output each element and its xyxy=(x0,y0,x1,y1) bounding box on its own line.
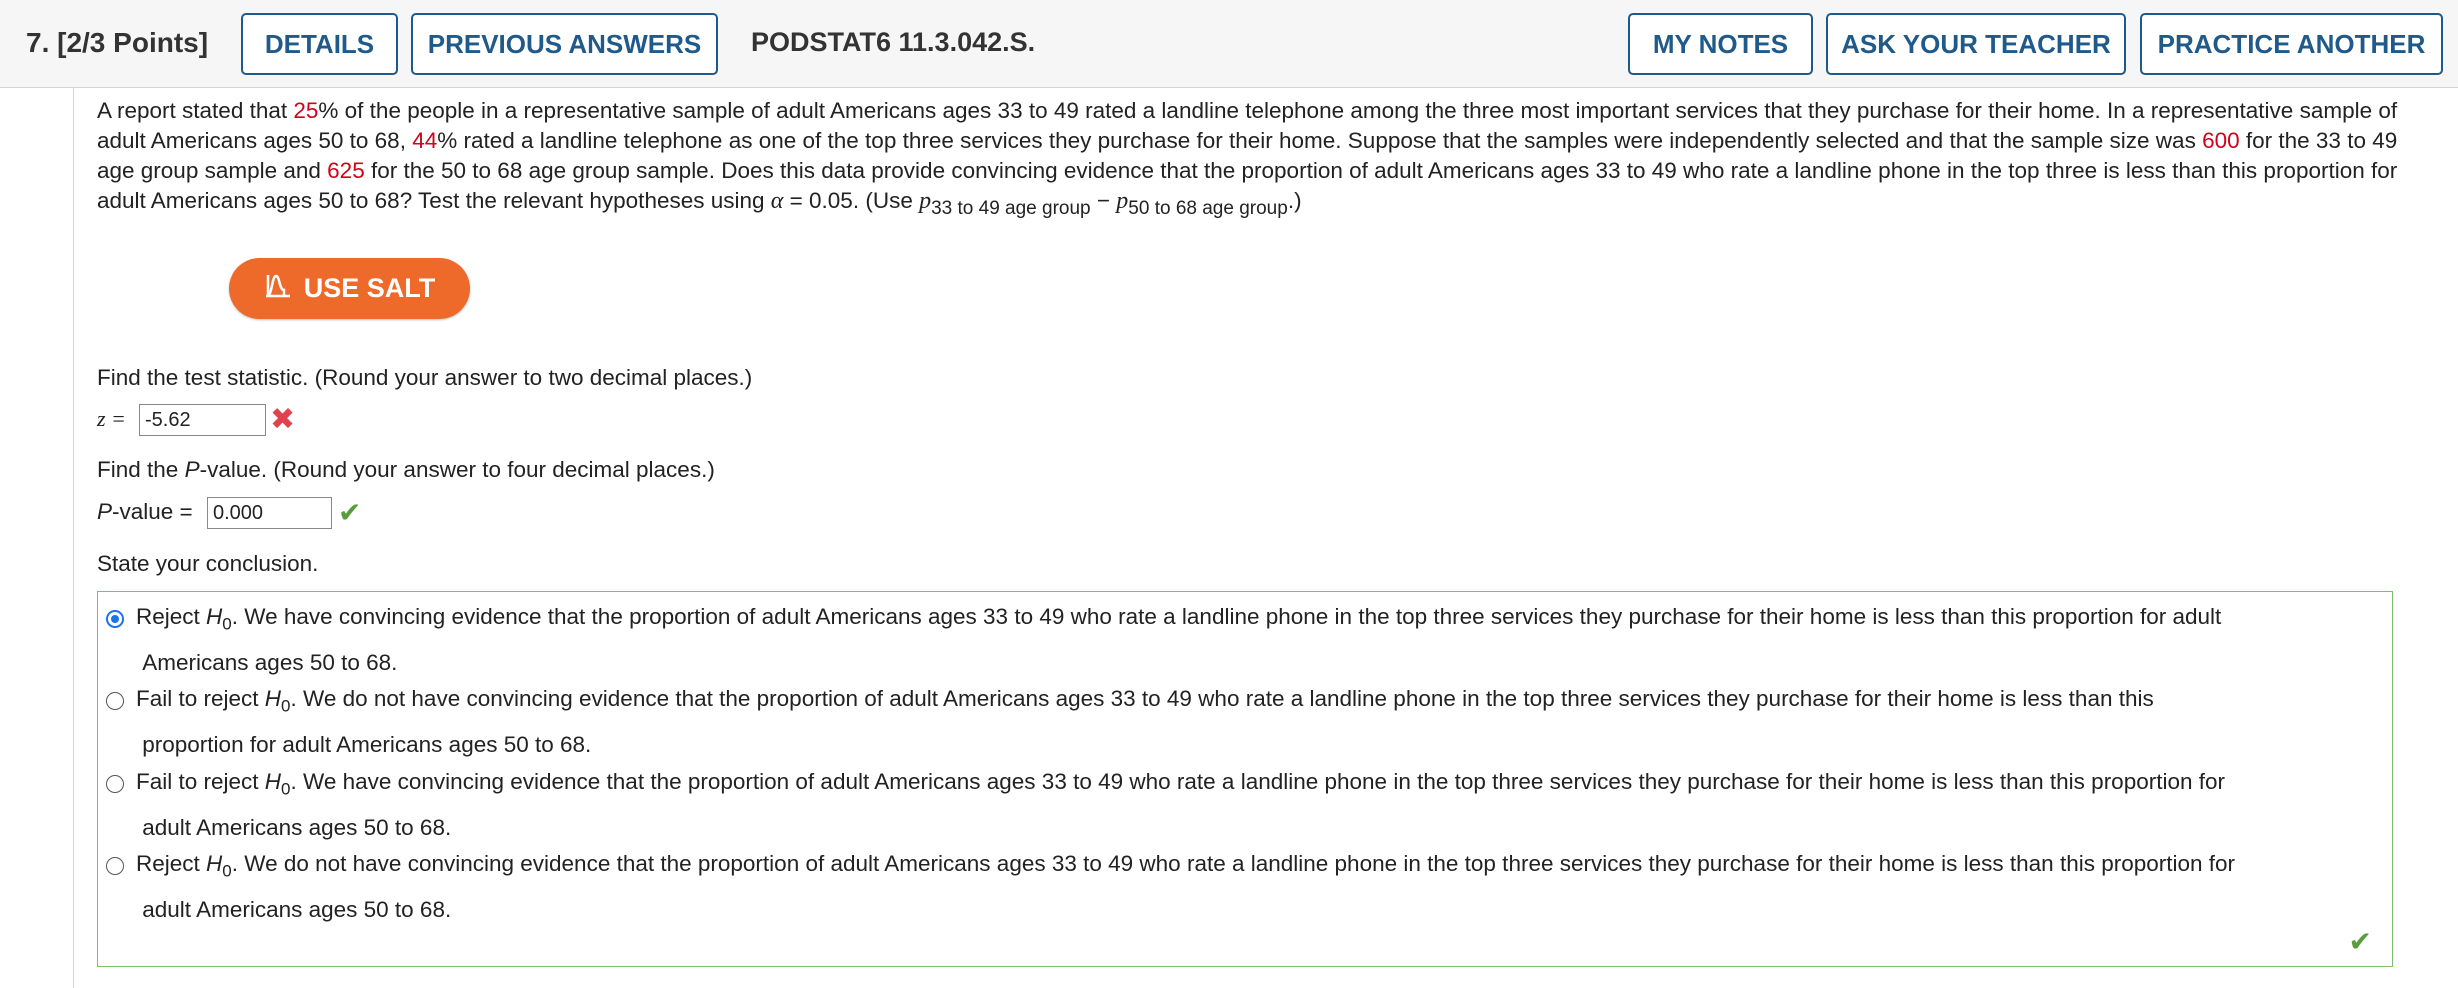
choice-line1: . We have convincing evidence that the proportion of adult Americans ages 33 to 49 who rate a landline phone in the top three services they purchase for their home is less than this proportion for xyxy=(290,769,2225,794)
alpha-symbol: α xyxy=(770,188,784,214)
h-letter: H xyxy=(206,851,223,876)
problem-text-part: = 0.05. (Use xyxy=(783,188,920,213)
radio-button-selected[interactable] xyxy=(106,610,124,628)
p-subscript-33-49: 33 to 49 age group xyxy=(931,198,1091,219)
choice-line1: . We have convincing evidence that the proportion of adult Americans ages 33 to 49 who rate a landline phone in the top three services they purchase for their home is less than this proportion for adult xyxy=(231,604,2222,629)
choice-lead: Reject xyxy=(136,604,207,629)
problem-text-part: A report stated that xyxy=(97,98,294,123)
choice-lead: Fail to reject xyxy=(136,686,265,711)
test-statistic-prompt: Find the test statistic. (Round your answer to two decimal places.) xyxy=(97,365,753,390)
value-percent-50-68: 44 xyxy=(412,128,438,153)
radio-button[interactable] xyxy=(106,775,124,793)
problem-statement xyxy=(97,96,2427,224)
question-number: 7. [2/3 Points] xyxy=(26,27,209,58)
h-subscript: 0 xyxy=(281,696,291,716)
details-button[interactable]: DETAILS xyxy=(241,13,398,75)
choice-lead: Reject xyxy=(136,851,207,876)
h-subscript: 0 xyxy=(222,614,232,634)
p-symbol: p xyxy=(1116,188,1129,214)
problem-text-part: % of the people in a representative sample of adult Americans ages 33 to 49 rated a landline telephone among the three most important services that they purchase for their home. In a representative sample of adult Americans ages 50 to 68, xyxy=(97,98,2398,153)
p-value-prompt xyxy=(97,457,715,483)
choice-text xyxy=(136,845,2376,929)
choice-text xyxy=(136,763,2376,847)
p-italic: P xyxy=(97,499,113,524)
choice-line1: . We do not have convincing evidence that the proportion of adult Americans ages 33 to 49 who rate a landline phone in the top three services they purchase for their home is less than this proportion for xyxy=(231,851,2236,876)
h-subscript: 0 xyxy=(222,861,232,881)
h0-symbol xyxy=(206,851,232,881)
choice-line1: . We do not have convincing evidence that the proportion of adult Americans ages 33 to 49 who rate a landline phone in the top three services they purchase for their home is less than this xyxy=(290,686,2154,711)
value-sample-size-33-49: 600 xyxy=(2202,128,2240,153)
h0-symbol xyxy=(206,604,232,634)
choice-line2: adult Americans ages 50 to 68. xyxy=(142,814,452,840)
correct-check-icon: ✔ xyxy=(2348,926,2372,957)
problem-text-part: .) xyxy=(1287,188,1302,213)
use-salt-button[interactable] xyxy=(229,258,470,319)
value-percent-33-49: 25 xyxy=(293,98,319,123)
choice-text xyxy=(136,680,2376,764)
practice-another-button[interactable]: PRACTICE ANOTHER xyxy=(2140,13,2443,75)
h-letter: H xyxy=(206,604,223,629)
problem-text-part: for the 33 to 49 age group sample and xyxy=(97,128,2398,183)
z-answer-input[interactable] xyxy=(139,404,266,436)
p-symbol: p xyxy=(919,188,932,214)
radio-button[interactable] xyxy=(106,857,124,875)
choice-text xyxy=(136,598,2376,682)
p-value-prompt-text: -value. (Round your answer to four decimal places.) xyxy=(199,457,715,482)
h-letter: H xyxy=(264,686,282,711)
correct-check-icon: ✔ xyxy=(338,497,362,528)
z-label-text: z = xyxy=(97,406,126,431)
h-letter: H xyxy=(264,769,282,794)
value-sample-size-50-68: 625 xyxy=(327,158,365,183)
content-divider xyxy=(73,88,74,988)
salt-chart-icon xyxy=(264,272,292,305)
h0-symbol xyxy=(264,686,291,716)
choice-lead: Fail to reject xyxy=(136,769,265,794)
minus-sign: − xyxy=(1090,188,1117,213)
p-value-answer-input[interactable] xyxy=(207,497,332,529)
use-salt-label: USE SALT xyxy=(303,273,436,303)
problem-code: PODSTAT6 11.3.042.S. xyxy=(751,27,1036,57)
problem-text-part: % rated a landline telephone as one of the top three services they purchase for their home. Suppose that the samples were independently selected and that the sample size was xyxy=(437,128,2203,153)
question-header xyxy=(0,0,2458,88)
z-label xyxy=(97,406,126,432)
h0-symbol xyxy=(264,769,291,799)
p-value-label xyxy=(97,499,193,525)
p-italic: P xyxy=(184,457,200,482)
p-value-prompt-text: Find the xyxy=(97,457,185,482)
conclusion-choices xyxy=(97,591,2393,967)
problem-text xyxy=(97,96,2427,224)
h-subscript: 0 xyxy=(281,779,291,799)
radio-button[interactable] xyxy=(106,692,124,710)
conclusion-prompt: State your conclusion. xyxy=(97,551,319,576)
incorrect-x-icon: ✖ xyxy=(270,403,296,436)
ask-your-teacher-button[interactable]: ASK YOUR TEACHER xyxy=(1826,13,2126,75)
choice-line2: proportion for adult Americans ages 50 to 68. xyxy=(142,731,592,757)
problem-text-part: for the 50 to 68 age group sample. Does this data provide convincing evidence that the proportion of adult Americans ages 33 to 49 who rate a landline phone in the top three is less than this proportion for adult Americans ages 50 to 68? Test the relevant hypotheses using xyxy=(97,158,2398,213)
choice-line2: adult Americans ages 50 to 68. xyxy=(142,896,452,922)
previous-answers-button[interactable]: PREVIOUS ANSWERS xyxy=(411,13,718,75)
p-subscript-50-68: 50 to 68 age group xyxy=(1128,198,1288,219)
choice-line2: Americans ages 50 to 68. xyxy=(142,649,398,675)
my-notes-button[interactable]: MY NOTES xyxy=(1628,13,1813,75)
p-value-label-text: -value = xyxy=(112,499,193,524)
